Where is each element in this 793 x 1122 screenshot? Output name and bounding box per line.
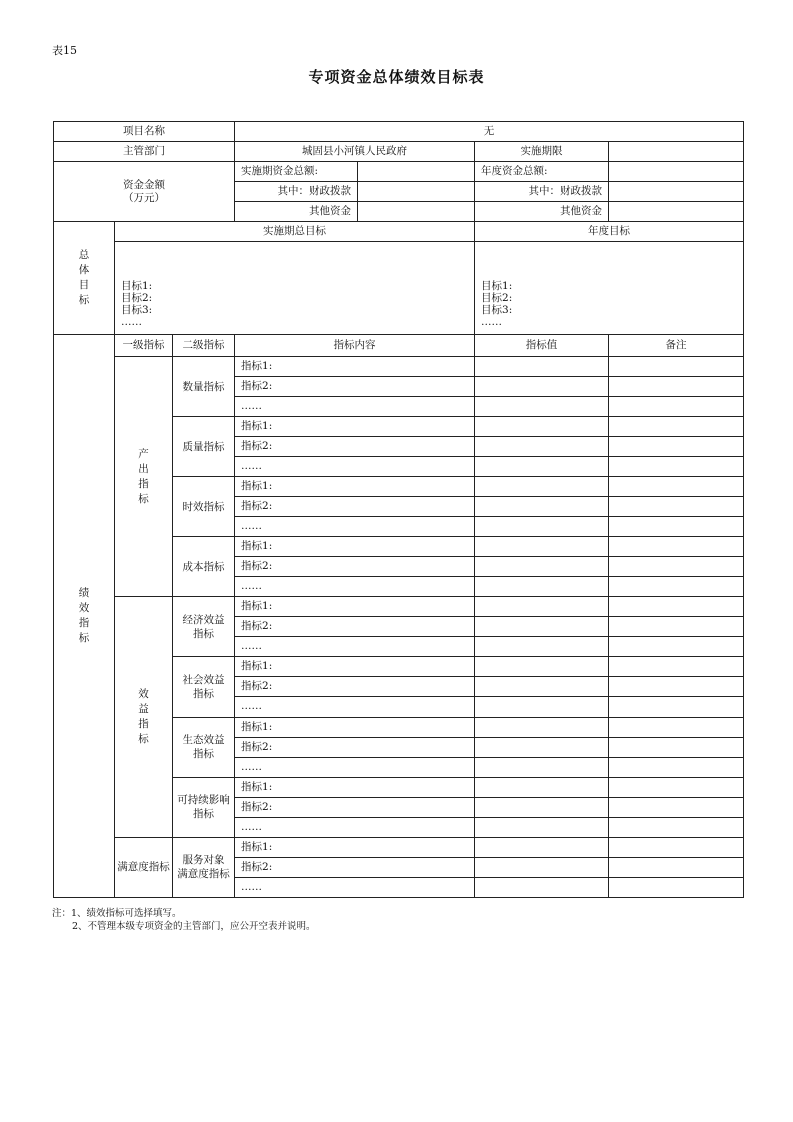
indicator-value-cell[interactable] — [475, 377, 609, 397]
indicator-note-cell[interactable] — [609, 457, 744, 477]
level2-label: 可持续影响 指标 — [177, 794, 230, 821]
level2-label: 时效指标 — [182, 500, 225, 513]
indicator-content-cell[interactable]: 指标1: — [235, 477, 475, 497]
indicator-content-cell[interactable]: …… — [235, 577, 475, 597]
indicator-note-cell[interactable] — [609, 717, 744, 737]
dept-value[interactable]: 城固县小河镇人民政府 — [235, 142, 475, 162]
level2-cell — [173, 357, 235, 417]
indicator-value-cell[interactable] — [475, 797, 609, 817]
level2-label: 服务对象 满意度指标 — [177, 854, 230, 881]
funds-label-line2: （万元） — [123, 191, 165, 204]
impl-goal-list[interactable] — [115, 242, 475, 335]
indicator-value-cell[interactable] — [475, 357, 609, 377]
indicator-note-cell[interactable] — [609, 757, 744, 777]
level1-label: 产 出 指 标 — [138, 447, 149, 505]
indicator-content-cell[interactable]: …… — [235, 817, 475, 837]
indicator-value-cell[interactable] — [475, 877, 609, 897]
col-level1-header: 一级指标 — [115, 335, 173, 357]
indicator-content-cell[interactable]: 指标1: — [235, 357, 475, 377]
level2-cell — [173, 717, 235, 777]
col-level2-header: 二级指标 — [173, 335, 235, 357]
indicator-value-cell[interactable] — [475, 777, 609, 797]
indicator-note-cell[interactable] — [609, 677, 744, 697]
level2-label: 成本指标 — [182, 560, 225, 573]
indicator-value-cell[interactable] — [475, 397, 609, 417]
indicator-note-cell[interactable] — [609, 857, 744, 877]
indicator-note-cell[interactable] — [609, 477, 744, 497]
fiscal-label-right: 其中：财政拨款 — [475, 182, 609, 202]
footnotes — [52, 907, 316, 933]
indicator-value-cell[interactable] — [475, 697, 609, 717]
indicator-content-cell[interactable]: 指标1: — [235, 777, 475, 797]
level1-cell — [115, 597, 173, 837]
project-name-value[interactable]: 无 — [235, 122, 744, 142]
level2-label: 质量指标 — [182, 440, 225, 453]
indicator-content-cell[interactable]: 指标2: — [235, 677, 475, 697]
indicator-value-cell[interactable] — [475, 517, 609, 537]
fiscal-label: 其中：财政拨款 — [235, 182, 358, 202]
indicator-note-cell[interactable] — [609, 437, 744, 457]
project-name-label: 项目名称 — [54, 122, 235, 142]
indicator-content-cell[interactable]: …… — [235, 757, 475, 777]
year-goal-header: 年度目标 — [475, 222, 744, 242]
indicator-content-cell[interactable]: 指标1: — [235, 837, 475, 857]
year-goal-3: 目标3: — [481, 304, 513, 317]
year-goal-more: …… — [481, 316, 503, 329]
funds-label — [54, 162, 235, 222]
overall-side-label-text: 总 体 目 标 — [78, 249, 90, 307]
impl-goal-1: 目标1: — [121, 280, 153, 293]
footnote-1: 注：1、绩效指标可选择填写。 — [52, 908, 182, 919]
indicator-note-cell[interactable] — [609, 657, 744, 677]
other-label-right: 其他资金 — [475, 202, 609, 222]
impl-total-value[interactable] — [358, 162, 475, 182]
impl-goal-more: …… — [121, 316, 142, 329]
indicator-value-cell[interactable] — [475, 857, 609, 877]
level2-label: 社会效益 指标 — [182, 673, 225, 700]
indicator-value-cell[interactable] — [475, 657, 609, 677]
level2-label: 经济效益 指标 — [182, 613, 225, 640]
indicator-content-cell[interactable]: 指标2: — [235, 857, 475, 877]
indicator-note-cell[interactable] — [609, 417, 744, 437]
indicator-note-cell[interactable] — [609, 557, 744, 577]
indicator-value-cell[interactable] — [475, 737, 609, 757]
indicator-note-cell[interactable] — [609, 397, 744, 417]
level2-cell — [173, 657, 235, 717]
level1-cell — [115, 357, 173, 597]
indicator-note-cell[interactable] — [609, 637, 744, 657]
indicator-content-cell[interactable]: 指标2: — [235, 497, 475, 517]
indicator-note-cell[interactable] — [609, 777, 744, 797]
indicator-content-cell[interactable]: 指标1: — [235, 597, 475, 617]
indicator-content-cell[interactable]: …… — [235, 637, 475, 657]
indicator-note-cell[interactable] — [609, 817, 744, 837]
performance-side-label-text: 绩 效 指 标 — [78, 587, 90, 645]
period-label: 实施期限 — [475, 142, 609, 162]
indicator-value-cell[interactable] — [475, 437, 609, 457]
indicator-content-cell[interactable]: 指标2: — [235, 737, 475, 757]
indicator-note-cell[interactable] — [609, 537, 744, 557]
level2-cell — [173, 477, 235, 537]
year-total-value[interactable] — [609, 162, 744, 182]
indicator-note-cell[interactable] — [609, 617, 744, 637]
indicator-value-cell[interactable] — [475, 757, 609, 777]
level1-cell — [115, 837, 173, 897]
level2-cell — [173, 597, 235, 657]
indicator-value-cell[interactable] — [475, 817, 609, 837]
indicator-value-cell[interactable] — [475, 457, 609, 477]
impl-goal-header: 实施期总目标 — [115, 222, 475, 242]
page-title: 专项资金总体绩效目标表 — [308, 68, 485, 86]
other-label: 其他资金 — [235, 202, 358, 222]
year-goal-1: 目标1: — [481, 280, 513, 293]
indicator-content-cell[interactable]: 指标2: — [235, 797, 475, 817]
period-value[interactable] — [609, 142, 744, 162]
indicator-note-cell[interactable] — [609, 837, 744, 857]
col-note-header: 备注 — [609, 335, 744, 357]
footnote-2: 2、不管理本级专项资金的主管部门，应公开空表并说明。 — [72, 921, 316, 932]
sheet-label: 表15 — [52, 44, 77, 57]
indicator-content-cell[interactable]: …… — [235, 397, 475, 417]
indicator-value-cell[interactable] — [475, 717, 609, 737]
indicator-note-cell[interactable] — [609, 497, 744, 517]
indicator-content-cell[interactable]: 指标1: — [235, 537, 475, 557]
dept-label: 主管部门 — [54, 142, 235, 162]
indicator-value-cell[interactable] — [475, 837, 609, 857]
indicator-note-cell[interactable] — [609, 697, 744, 717]
indicator-content-cell[interactable]: 指标1: — [235, 717, 475, 737]
indicator-content-cell[interactable]: …… — [235, 517, 475, 537]
year-goal-2: 目标2: — [481, 292, 513, 305]
funds-label-line1: 资金金额 — [123, 178, 165, 191]
level1-label: 效 益 指 标 — [138, 688, 149, 745]
indicator-value-cell[interactable] — [475, 497, 609, 517]
indicator-content-cell[interactable]: 指标2: — [235, 617, 475, 637]
level2-cell — [173, 837, 235, 897]
indicator-content-cell[interactable]: …… — [235, 697, 475, 717]
indicator-note-cell[interactable] — [609, 577, 744, 597]
overall-side-label — [54, 222, 115, 335]
indicator-value-cell[interactable] — [475, 557, 609, 577]
performance-side-label — [54, 335, 115, 898]
fiscal-value-right[interactable] — [609, 182, 744, 202]
level2-cell — [173, 537, 235, 597]
col-value-header: 指标值 — [475, 335, 609, 357]
level2-cell — [173, 777, 235, 837]
indicator-content-cell[interactable]: 指标1: — [235, 417, 475, 437]
indicator-value-cell[interactable] — [475, 477, 609, 497]
indicator-value-cell[interactable] — [475, 677, 609, 697]
indicator-content-cell[interactable]: …… — [235, 877, 475, 897]
indicator-value-cell[interactable] — [475, 597, 609, 617]
indicator-content-cell[interactable]: 指标1: — [235, 657, 475, 677]
indicator-note-cell[interactable] — [609, 357, 744, 377]
other-value[interactable] — [358, 202, 475, 222]
year-goal-list[interactable] — [475, 242, 744, 335]
level1-label: 满意度指标 — [117, 860, 170, 873]
other-value-right[interactable] — [609, 202, 744, 222]
indicator-note-cell[interactable] — [609, 517, 744, 537]
level2-label: 数量指标 — [182, 380, 225, 393]
indicator-value-cell[interactable] — [475, 537, 609, 557]
level2-label: 生态效益 指标 — [182, 734, 225, 761]
indicator-content-cell[interactable]: …… — [235, 457, 475, 477]
indicator-note-cell[interactable] — [609, 737, 744, 757]
indicator-content-cell[interactable]: 指标2: — [235, 377, 475, 397]
indicator-content-cell[interactable]: 指标2: — [235, 557, 475, 577]
impl-goal-3: 目标3: — [121, 304, 153, 317]
indicator-content-cell[interactable]: 指标2: — [235, 437, 475, 457]
impl-total-label: 实施期资金总额: — [235, 162, 358, 182]
indicator-note-cell[interactable] — [609, 797, 744, 817]
indicator-note-cell[interactable] — [609, 377, 744, 397]
level2-cell — [173, 417, 235, 477]
indicator-note-cell[interactable] — [609, 877, 744, 897]
indicator-value-cell[interactable] — [475, 417, 609, 437]
indicator-value-cell[interactable] — [475, 637, 609, 657]
year-total-label: 年度资金总额: — [475, 162, 609, 182]
performance-target-table — [53, 121, 744, 898]
col-content-header: 指标内容 — [235, 335, 475, 357]
indicator-value-cell[interactable] — [475, 617, 609, 637]
fiscal-value[interactable] — [358, 182, 475, 202]
indicator-note-cell[interactable] — [609, 597, 744, 617]
indicator-value-cell[interactable] — [475, 577, 609, 597]
impl-goal-2: 目标2: — [121, 292, 153, 305]
